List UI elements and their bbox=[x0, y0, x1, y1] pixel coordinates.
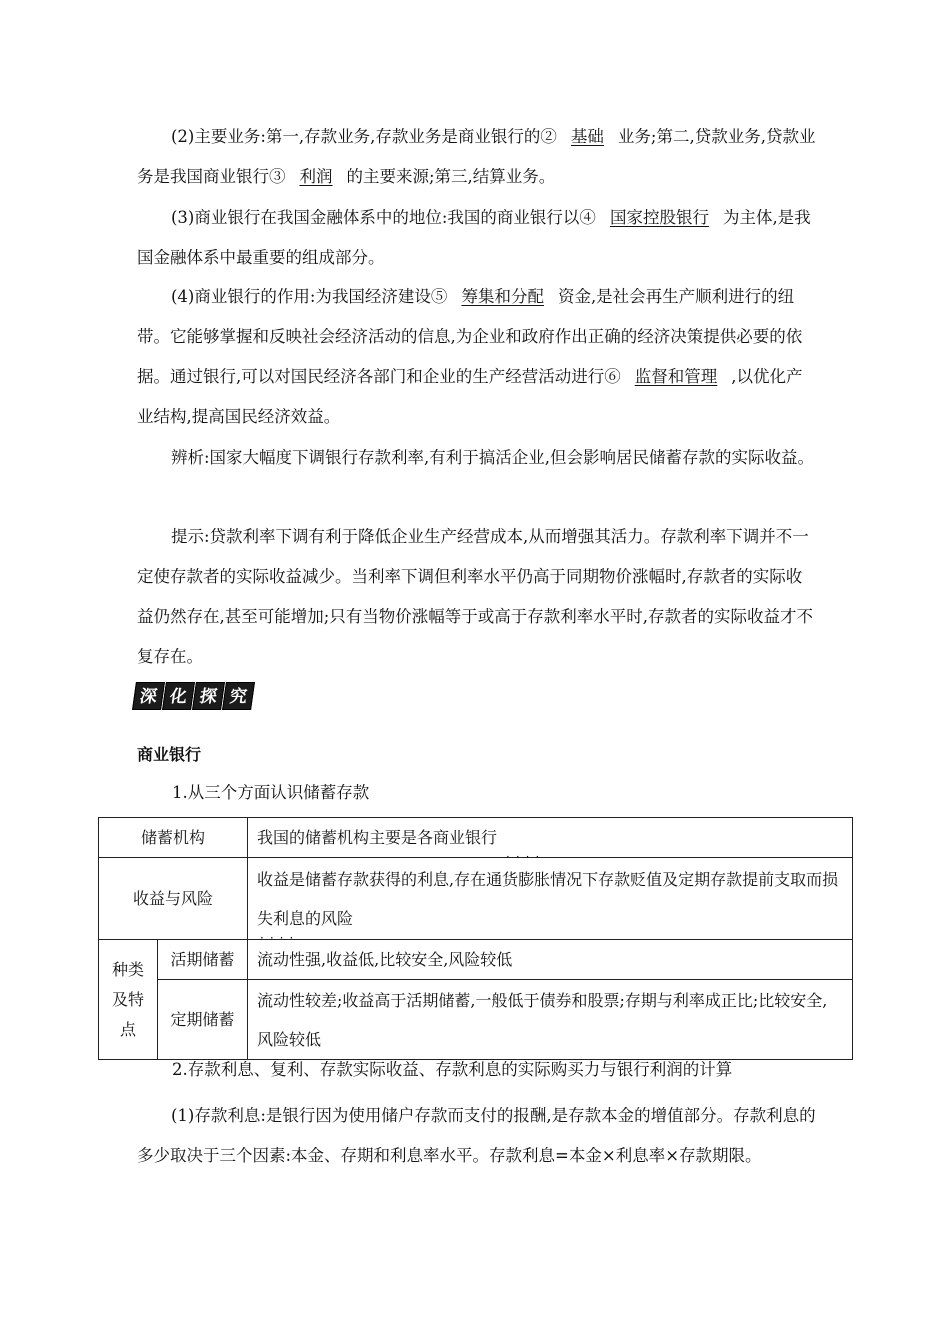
table-label-cell: 活期储蓄 bbox=[158, 940, 248, 980]
table-value-cell: 收益是储蓄存款获得的利息,存在通货膨胀情况下存款贬值及定期存款提前支取而损失利息的风险 bbox=[248, 858, 853, 940]
emphasis-dots: ···· bbox=[506, 850, 546, 864]
answer-blank-6: 监督和管理 bbox=[634, 367, 718, 386]
table-value-cell: 流动性较差;收益高于活期储蓄,一般低于债券和股票;存期与利率成正比;比较安全,风险较低 bbox=[248, 980, 853, 1060]
table-value-cell: 我国的储蓄机构主要是各商业银行 bbox=[248, 818, 853, 858]
table-label-cell: 定期储蓄 bbox=[158, 980, 248, 1060]
savings-table bbox=[98, 817, 853, 1060]
answer-blank-4: 国家控股银行 bbox=[609, 208, 709, 227]
answer-blank-5: 筹集和分配 bbox=[461, 287, 544, 306]
table-row bbox=[99, 940, 853, 980]
subheading-1: 1.从三个方面认识储蓄存款 bbox=[172, 783, 370, 802]
status-paragraph: (3)商业银行在我国金融体系中的地位:我国的商业银行以④ 国家控股银行 为主体,是我国金融体系中最重要的组成部分。 bbox=[137, 198, 817, 278]
interest-paragraph: (1)存款利息:是银行因为使用储户存款而支付的报酬,是存款本金的增值部分。存款利息的多少取决于三个因素:本金、存期和利息率水平。存款利息=本金×利息率×存款期限。 bbox=[137, 1106, 816, 1165]
table-label-cell: 收益与风险 bbox=[99, 858, 248, 940]
section-banner bbox=[134, 682, 253, 710]
emphasis-dots: ···· bbox=[260, 931, 300, 945]
section-heading: 商业银行 bbox=[137, 745, 202, 764]
hint-paragraph: 提示:贷款利率下调有利于降低企业生产经营成本,从而增强其活力。存款利率下调并不一定使存款者的实际收益减少。当利率下调但利率水平仍高于同期物价涨幅时,存款者的实际收益仍然存在,甚至可能增加;只有当物价涨幅等于或高于存款利率水平时,存款者的实际收益才不复存在。 bbox=[137, 527, 814, 666]
answer-blank-2: 基础 bbox=[570, 127, 604, 146]
banner-char-4: 究 bbox=[222, 682, 255, 710]
table-row bbox=[99, 818, 853, 858]
analysis-paragraph: 辨析:国家大幅度下调银行存款利率,有利于搞活企业,但会影响居民储蓄存款的实际收益。 bbox=[171, 448, 815, 467]
role-paragraph: (4)商业银行的作用:为我国经济建设⑤ 筹集和分配 资金,是社会再生产顺利进行的纽带。它能够掌握和反映社会经济活动的信息,为企业和政府作出正确的经济决策提供必要的依据。通过银行,可以对国民经济各部门和企业的生产经营活动进行⑥ 监督和管理 ,以优化产业结构,提高国民经济效益。 bbox=[137, 277, 817, 437]
answer-blank-3: 利润 bbox=[299, 167, 333, 186]
table-value-cell: 流动性强,收益低,比较安全,风险较低 bbox=[248, 940, 853, 980]
banner-char-2: 化 bbox=[162, 682, 195, 710]
subheading-2: 2.存款利息、复利、存款实际收益、存款利息的实际购买力与银行利润的计算 bbox=[172, 1060, 733, 1079]
table-row bbox=[99, 858, 853, 940]
banner-char-1: 深 bbox=[132, 682, 165, 710]
banner-char-3: 探 bbox=[192, 682, 225, 710]
table-group-cell: 种类及特点 bbox=[99, 940, 158, 1060]
main-business-paragraph: (2)主要业务:第一,存款业务,存款业务是商业银行的② 基础 业务;第二,贷款业务,贷款业务是我国商业银行③ 利润 的主要来源;第三,结算业务。 bbox=[137, 117, 817, 197]
table-label-cell: 储蓄机构 bbox=[99, 818, 248, 858]
table-row bbox=[99, 980, 853, 1060]
